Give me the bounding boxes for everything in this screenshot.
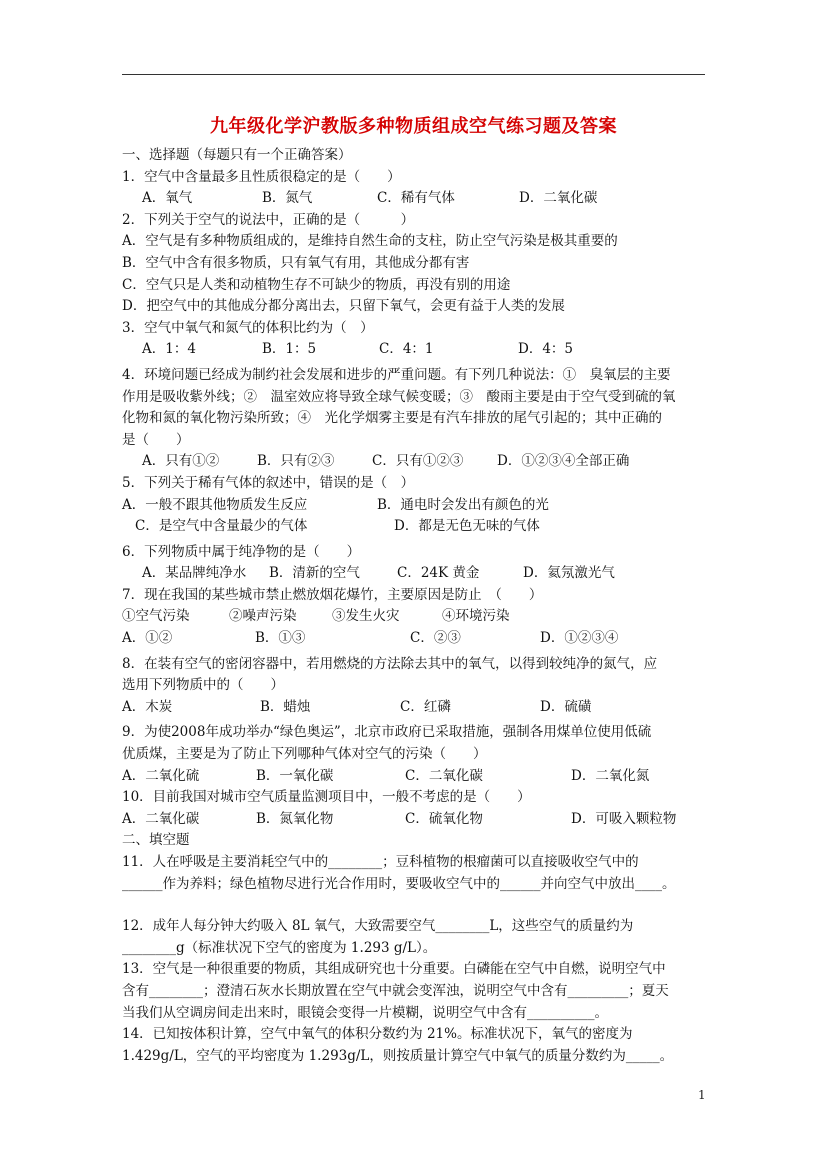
question-9-line: 优质煤，主要是为了防止下列哪种气体对空气的污染（ ） (122, 746, 487, 763)
header-rule (122, 74, 705, 75)
option-c: C．二氧化碳 (405, 767, 483, 784)
question-13-line: 当我们从空调房间走出来时，眼镜会变得一片模糊，说明空气中含有__________。 (122, 1004, 608, 1021)
question-4-line: 4．环境问题已经成为制约社会发展和进步的严重问题。有下列几种说法：① 臭氧层的主要 (122, 366, 671, 383)
question-3-stem: 3．空气中氧气和氮气的体积比约为（ ） (122, 319, 374, 336)
question-2-stem: 2．下列关于空气的说法中，正确的是（ ） (122, 211, 415, 228)
option-d: D．把空气中的其他成分都分离出去，只留下氧气，会更有益于人类的发展 (122, 298, 565, 315)
option-a: A．①② (122, 630, 173, 647)
question-11-line: ______作为养料；绿色植物尽进行光合作用时，要吸收空气中的______并向空气中放出____。 (122, 875, 676, 892)
question-6-options (122, 563, 717, 585)
question-4-line: 作用是吸收紫外线；② 温室效应将导致全球气候变暖；③ 酸雨主要是由于空气受到硫的氧 (122, 388, 676, 405)
item-4: ④环境污染 (442, 608, 510, 625)
document-title: 九年级化学沪教版多种物质组成空气练习题及答案 (210, 116, 617, 137)
question-8-line: 8．在装有空气的密闭容器中，若用燃烧的方法除去其中的氧气，以得到较纯净的氮气，应 (122, 655, 658, 672)
question-8-options (122, 697, 717, 719)
question-4-options (122, 451, 717, 473)
option-a: A．一般不跟其他物质发生反应 (122, 496, 308, 513)
section-heading: 一、选择题（每题只有一个正确答案） (122, 147, 352, 163)
question-5-stem: 5．下列关于稀有气体的叙述中，错误的是（ ） (122, 474, 415, 491)
option-b: B．①③ (255, 630, 306, 647)
option-b: B．空气中含有很多物质，只有氧气有用，其他成分都有害 (122, 254, 470, 271)
question-9-line: 9．为使2008年成功举办“绿色奥运”，北京市政府已采取措施，强制各用煤单位使用低硫 (122, 724, 652, 741)
question-10-stem: 10．目前我国对城市空气质量监测项目中，一般不考虑的是（ ） (122, 789, 531, 806)
question-11-line: 11．人在呼吸是主要消耗空气中的________；豆科植物的根瘤菌可以直接吸收空气中的 (122, 854, 639, 870)
option-c: C．只有①②③ (372, 453, 464, 470)
option-a: A．二氧化硫 (122, 767, 200, 784)
option-d: D．硫磺 (540, 698, 592, 715)
option-b: B．一氧化碳 (256, 767, 334, 784)
question-9-options (122, 766, 717, 788)
option-a: A．只有①② (142, 453, 220, 470)
option-c: C．硫氧化物 (405, 810, 483, 827)
question-5-options-row2 (122, 516, 717, 538)
section-heading: 二、填空题 (122, 832, 190, 849)
option-b: B．氮氧化物 (256, 810, 334, 827)
option-c: C．4：1 (379, 341, 434, 358)
question-1-options (122, 188, 717, 210)
question-13-line: 含有________；澄清石灰水长期放置在空气中就会变浑浊，说明空气中含有_________；夏天 (122, 982, 669, 999)
question-13-line: 13．空气是一种很重要的物质，其组成研究也十分重要。白磷能在空气中自燃，说明空气中 (122, 961, 666, 978)
option-a: A．某品牌纯净水 (142, 565, 247, 582)
question-12-line: ________g（标准状况下空气的密度为 1.293 g/L）。 (122, 939, 437, 956)
option-b: B．只有②③ (257, 453, 335, 470)
option-d: D．①②③④ (540, 630, 619, 647)
option-a: A．空气是有多种物质组成的，是维持自然生命的支柱，防止空气污染是极其重要的 (122, 233, 618, 250)
option-c: C．稀有气体 (377, 190, 455, 207)
question-14-line: 1.429g/L，空气的平均密度为 1.293g/L，则按质量计算空气中氧气的质量分数约为_____。 (122, 1047, 674, 1064)
question-7-items (122, 606, 717, 628)
option-c: C．②③ (410, 630, 461, 647)
question-10-options (122, 809, 717, 831)
question-5-options-row1 (122, 495, 717, 517)
question-3-options (122, 339, 717, 361)
option-c: C．红磷 (400, 698, 451, 715)
question-12-line: 12．成年人每分钟大约吸入 8L 氧气，大致需要空气________L，这些空气的质量约为 (122, 918, 634, 935)
question-1-stem: 1．空气中含量最多且性质很稳定的是（ ） (122, 168, 401, 185)
option-b: B．1：5 (262, 341, 317, 358)
option-a: A．二氧化碳 (122, 810, 200, 827)
page-number: 1 (698, 1088, 706, 1102)
option-b: B．氮气 (262, 190, 313, 207)
item-3: ③发生火灾 (332, 608, 400, 625)
option-d: D．都是无色无味的气体 (394, 518, 540, 535)
question-14-line: 14．已知按体积计算，空气中氧气的体积分数约为 21%。标准状况下，氧气的密度为 (122, 1026, 633, 1043)
question-6-stem: 6．下列物质中属于纯净物的是（ ） (122, 543, 361, 560)
option-a: A．1：4 (142, 341, 196, 358)
option-d: D．可吸入颗粒物 (571, 810, 677, 827)
question-8-line: 选用下列物质中的（ ） (122, 677, 284, 694)
option-a: A．木炭 (122, 698, 173, 715)
option-a: A．氧气 (142, 190, 193, 207)
option-d: D．①②③④全部正确 (497, 453, 630, 470)
option-d: D．二氧化碳 (519, 190, 598, 207)
question-4-line: 是（ ） (122, 431, 190, 448)
option-b: B．蜡烛 (260, 698, 311, 715)
item-1: ①空气污染 (122, 608, 190, 625)
option-c: C．空气只是人类和动植物生存不可缺少的物质，再没有别的用途 (122, 276, 511, 293)
option-b: B．清新的空气 (269, 565, 360, 582)
question-4-line: 化物和氮的氧化物污染所致；④ 光化学烟雾主要是有汽车排放的尾气引起的；其中正确的 (122, 410, 662, 427)
question-7-options (122, 628, 717, 650)
option-d: D．4：5 (518, 341, 574, 358)
item-2: ②噪声污染 (229, 608, 297, 625)
document-body (122, 145, 717, 1067)
option-d: D．氦氖激光气 (523, 565, 615, 582)
question-7-stem: 7．现在我国的某些城市禁止燃放烟花爆竹，主要原因是防止 （ ） (122, 586, 543, 603)
option-c: C．是空气中含量最少的气体 (135, 518, 308, 535)
option-b: B．通电时会发出有颜色的光 (377, 496, 549, 513)
option-c: C．24K 黄金 (397, 565, 480, 582)
option-d: D．二氧化氮 (571, 767, 650, 784)
